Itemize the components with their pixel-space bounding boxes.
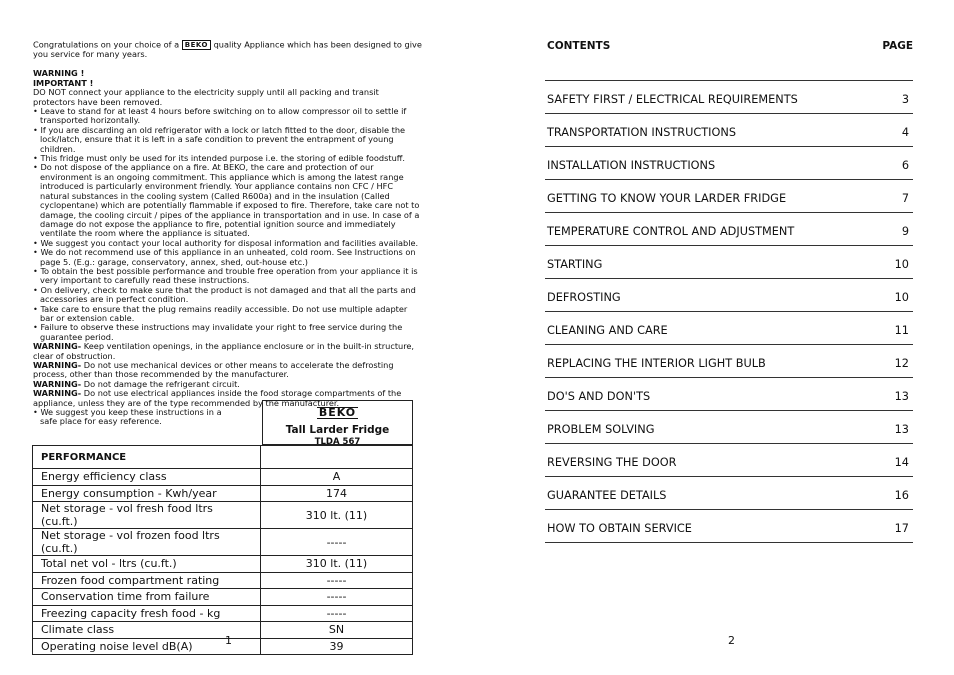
spec-value: A <box>261 469 413 486</box>
toc-page-number: 9 <box>901 225 909 238</box>
toc-title: TEMPERATURE CONTROL AND ADJUSTMENT <box>547 225 795 238</box>
spec-label: Conservation time from failure <box>33 589 261 606</box>
spec-row <box>33 556 413 573</box>
toc-entry <box>545 245 913 278</box>
spec-row <box>33 605 413 622</box>
spec-label: Operating noise level dB(A) <box>33 638 261 655</box>
toc-title: PROBLEM SOLVING <box>547 423 655 436</box>
model-code: TLDA 567 <box>314 437 361 447</box>
warning-text: Do not damage the refrigerant circuit. <box>81 378 240 389</box>
spec-value: ----- <box>261 605 413 622</box>
keep-instructions-text: • We suggest you keep these instructions in a safe place for easy reference. <box>33 408 230 427</box>
toc-title: SAFETY FIRST / ELECTRICAL REQUIREMENTS <box>547 93 798 106</box>
toc-page-number: 3 <box>901 93 909 106</box>
safety-bullet: • Failure to observe these instructions may invalidate your right to free service during the guarantee period. <box>33 323 423 342</box>
toc-title: HOW TO OBTAIN SERVICE <box>547 522 692 535</box>
spec-value: 39 <box>261 638 413 655</box>
spec-label: Net storage - vol fresh food ltrs (cu.ft.) <box>33 502 261 529</box>
spec-value: ----- <box>261 572 413 589</box>
warning-item <box>33 361 423 380</box>
warning-heading: WARNING ! <box>33 68 85 79</box>
toc-title: DO'S AND DON'TS <box>547 390 651 403</box>
spec-value: 310 lt. (11) <box>261 556 413 573</box>
table-of-contents <box>545 80 913 543</box>
spec-value: ----- <box>261 589 413 606</box>
spec-label: Energy consumption - Kwh/year <box>33 485 261 502</box>
toc-page-number: 13 <box>894 390 909 403</box>
toc-entry <box>545 113 913 146</box>
performance-header-row <box>33 446 413 469</box>
safety-bullet: • Leave to stand for at least 4 hours before switching on to allow compressor oil to settle if transported horizontally. <box>33 107 423 126</box>
toc-entry <box>545 311 913 344</box>
important-heading: IMPORTANT ! <box>33 77 94 88</box>
beko-logo: BEKO <box>318 406 357 419</box>
performance-label: PERFORMANCE <box>33 446 261 469</box>
contents-header <box>547 40 913 52</box>
toc-page-number: 11 <box>894 324 909 337</box>
warning-text: Do not use mechanical devices or other means to accelerate the defrosting process, other than those recommended by the manufacturer. <box>33 360 394 380</box>
toc-title: TRANSPORTATION INSTRUCTIONS <box>547 126 737 139</box>
safety-bullet: • To obtain the best possible performance and trouble free operation from your appliance it is very important to carefully read these instructions. <box>33 267 423 286</box>
safety-bullet: • If you are discarding an old refrigerator with a lock or latch fitted to the door, disable the lock/latch, ensure that it is left in a safe condition to prevent the entrapment of young children. <box>33 126 423 154</box>
toc-entry <box>545 476 913 509</box>
toc-page-number: 7 <box>901 192 909 205</box>
toc-entry <box>545 410 913 443</box>
contents-title: CONTENTS <box>547 40 611 52</box>
safety-bullet: • We do not recommend use of this appliance in an unheated, cold room. See Instructions on page 5. (E.g.: garage, conservatory, annex, shed, out-house etc.) <box>33 248 423 267</box>
toc-entry <box>545 146 913 179</box>
warning-text: Do not use electrical appliances inside the food storage compartments of the appliance, unless they are of the type recommended by the manufacturer. <box>33 388 402 408</box>
page-column-title: PAGE <box>882 40 913 52</box>
toc-page-number: 13 <box>894 423 909 436</box>
spec-value: 310 lt. (11) <box>261 502 413 529</box>
safety-intro <box>33 40 423 427</box>
warning-label: WARNING- <box>33 378 82 389</box>
toc-page-number: 12 <box>894 357 909 370</box>
toc-page-number: 4 <box>901 126 909 139</box>
toc-page-number: 17 <box>894 522 909 535</box>
spec-label: Frozen food compartment rating <box>33 572 261 589</box>
toc-entry <box>545 344 913 377</box>
spec-label: Net storage - vol frozen food ltrs (cu.ft.) <box>33 529 261 556</box>
toc-page-number: 10 <box>894 258 909 271</box>
safety-bullet: • Take care to ensure that the plug remains readily accessible. Do not use multiple adapter bar or extension cable. <box>33 305 423 324</box>
spec-label: Energy efficiency class <box>33 469 261 486</box>
spec-row <box>33 502 413 529</box>
spec-row <box>33 572 413 589</box>
safety-bullet-list <box>33 107 423 342</box>
toc-title: DEFROSTING <box>547 291 621 304</box>
spec-header <box>262 400 413 445</box>
spec-label: Climate class <box>33 622 261 639</box>
toc-entry <box>545 509 913 543</box>
toc-title: CLEANING AND CARE <box>547 324 668 337</box>
toc-entry <box>545 80 913 113</box>
spec-row <box>33 469 413 486</box>
toc-title: GETTING TO KNOW YOUR LARDER FRIDGE <box>547 192 787 205</box>
spec-row <box>33 485 413 502</box>
do-not-connect-text: DO NOT connect your appliance to the electricity supply until all packing and transit protectors have been removed. <box>33 87 379 107</box>
model-name: Tall Larder Fridge <box>285 424 390 436</box>
warning-label: WARNING- <box>33 341 82 352</box>
spec-row <box>33 638 413 655</box>
spec-row <box>33 589 413 606</box>
toc-title: INSTALLATION INSTRUCTIONS <box>547 159 716 172</box>
toc-page-number: 10 <box>894 291 909 304</box>
safety-bullet: • Do not dispose of the appliance on a fire. At BEKO, the care and protection of our environment is an ongoing commitment. This appliance which is among the latest range introduced is particularly environment friendly. Your appliance contains non CFC / HFC natural substances in the cooling system (Called R600a) and in the insulation (Called cyclopentane) which are potentially flammable if exposed to fire. Therefore, take care not to damage, the cooling circuit / pipes of the appliance in transportation and in use. In case of a damage do not expose the appliance to fire, potential ignition source and immediately ventilate the room where the appliance is situated. <box>33 163 423 238</box>
toc-entry <box>545 179 913 212</box>
toc-page-number: 6 <box>901 159 909 172</box>
spec-value: ----- <box>261 529 413 556</box>
spec-label: Total net vol - ltrs (cu.ft.) <box>33 556 261 573</box>
toc-entry <box>545 212 913 245</box>
warning-label: WARNING- <box>33 388 82 399</box>
spec-row <box>33 529 413 556</box>
page-number: 2 <box>728 634 735 647</box>
toc-entry <box>545 443 913 476</box>
toc-title: STARTING <box>547 258 603 271</box>
performance-table <box>32 445 413 655</box>
congratulations-text: Congratulations on your choice of a BEKO quality Appliance which has been designed to give you service for many years. <box>33 39 422 59</box>
spec-value: 174 <box>261 485 413 502</box>
toc-title: REVERSING THE DOOR <box>547 456 677 469</box>
toc-title: REPLACING THE INTERIOR LIGHT BULB <box>547 357 766 370</box>
page-number: 1 <box>225 634 232 647</box>
safety-bullet: • On delivery, check to make sure that the product is not damaged and that all the parts and accessories are in perfect condition. <box>33 286 423 305</box>
warning-text: Keep ventilation openings, in the appliance enclosure or in the built-in structure, clear of obstruction. <box>33 341 415 361</box>
toc-page-number: 14 <box>894 456 909 469</box>
spec-row <box>33 622 413 639</box>
spec-label: Freezing capacity fresh food - kg <box>33 605 261 622</box>
spec-value: SN <box>261 622 413 639</box>
toc-entry <box>545 278 913 311</box>
beko-logo: BEKO <box>182 40 211 50</box>
toc-entry <box>545 377 913 410</box>
safety-bullet: • We suggest you contact your local authority for disposal information and facilities available. <box>33 239 423 248</box>
toc-title: GUARANTEE DETAILS <box>547 489 667 502</box>
warning-list <box>33 342 423 408</box>
toc-page-number: 16 <box>894 489 909 502</box>
warning-item <box>33 342 423 361</box>
safety-bullet: • This fridge must only be used for its intended purpose i.e. the storing of edible foodstuff. <box>33 154 423 163</box>
warning-label: WARNING- <box>33 360 82 370</box>
right-page <box>477 0 954 675</box>
